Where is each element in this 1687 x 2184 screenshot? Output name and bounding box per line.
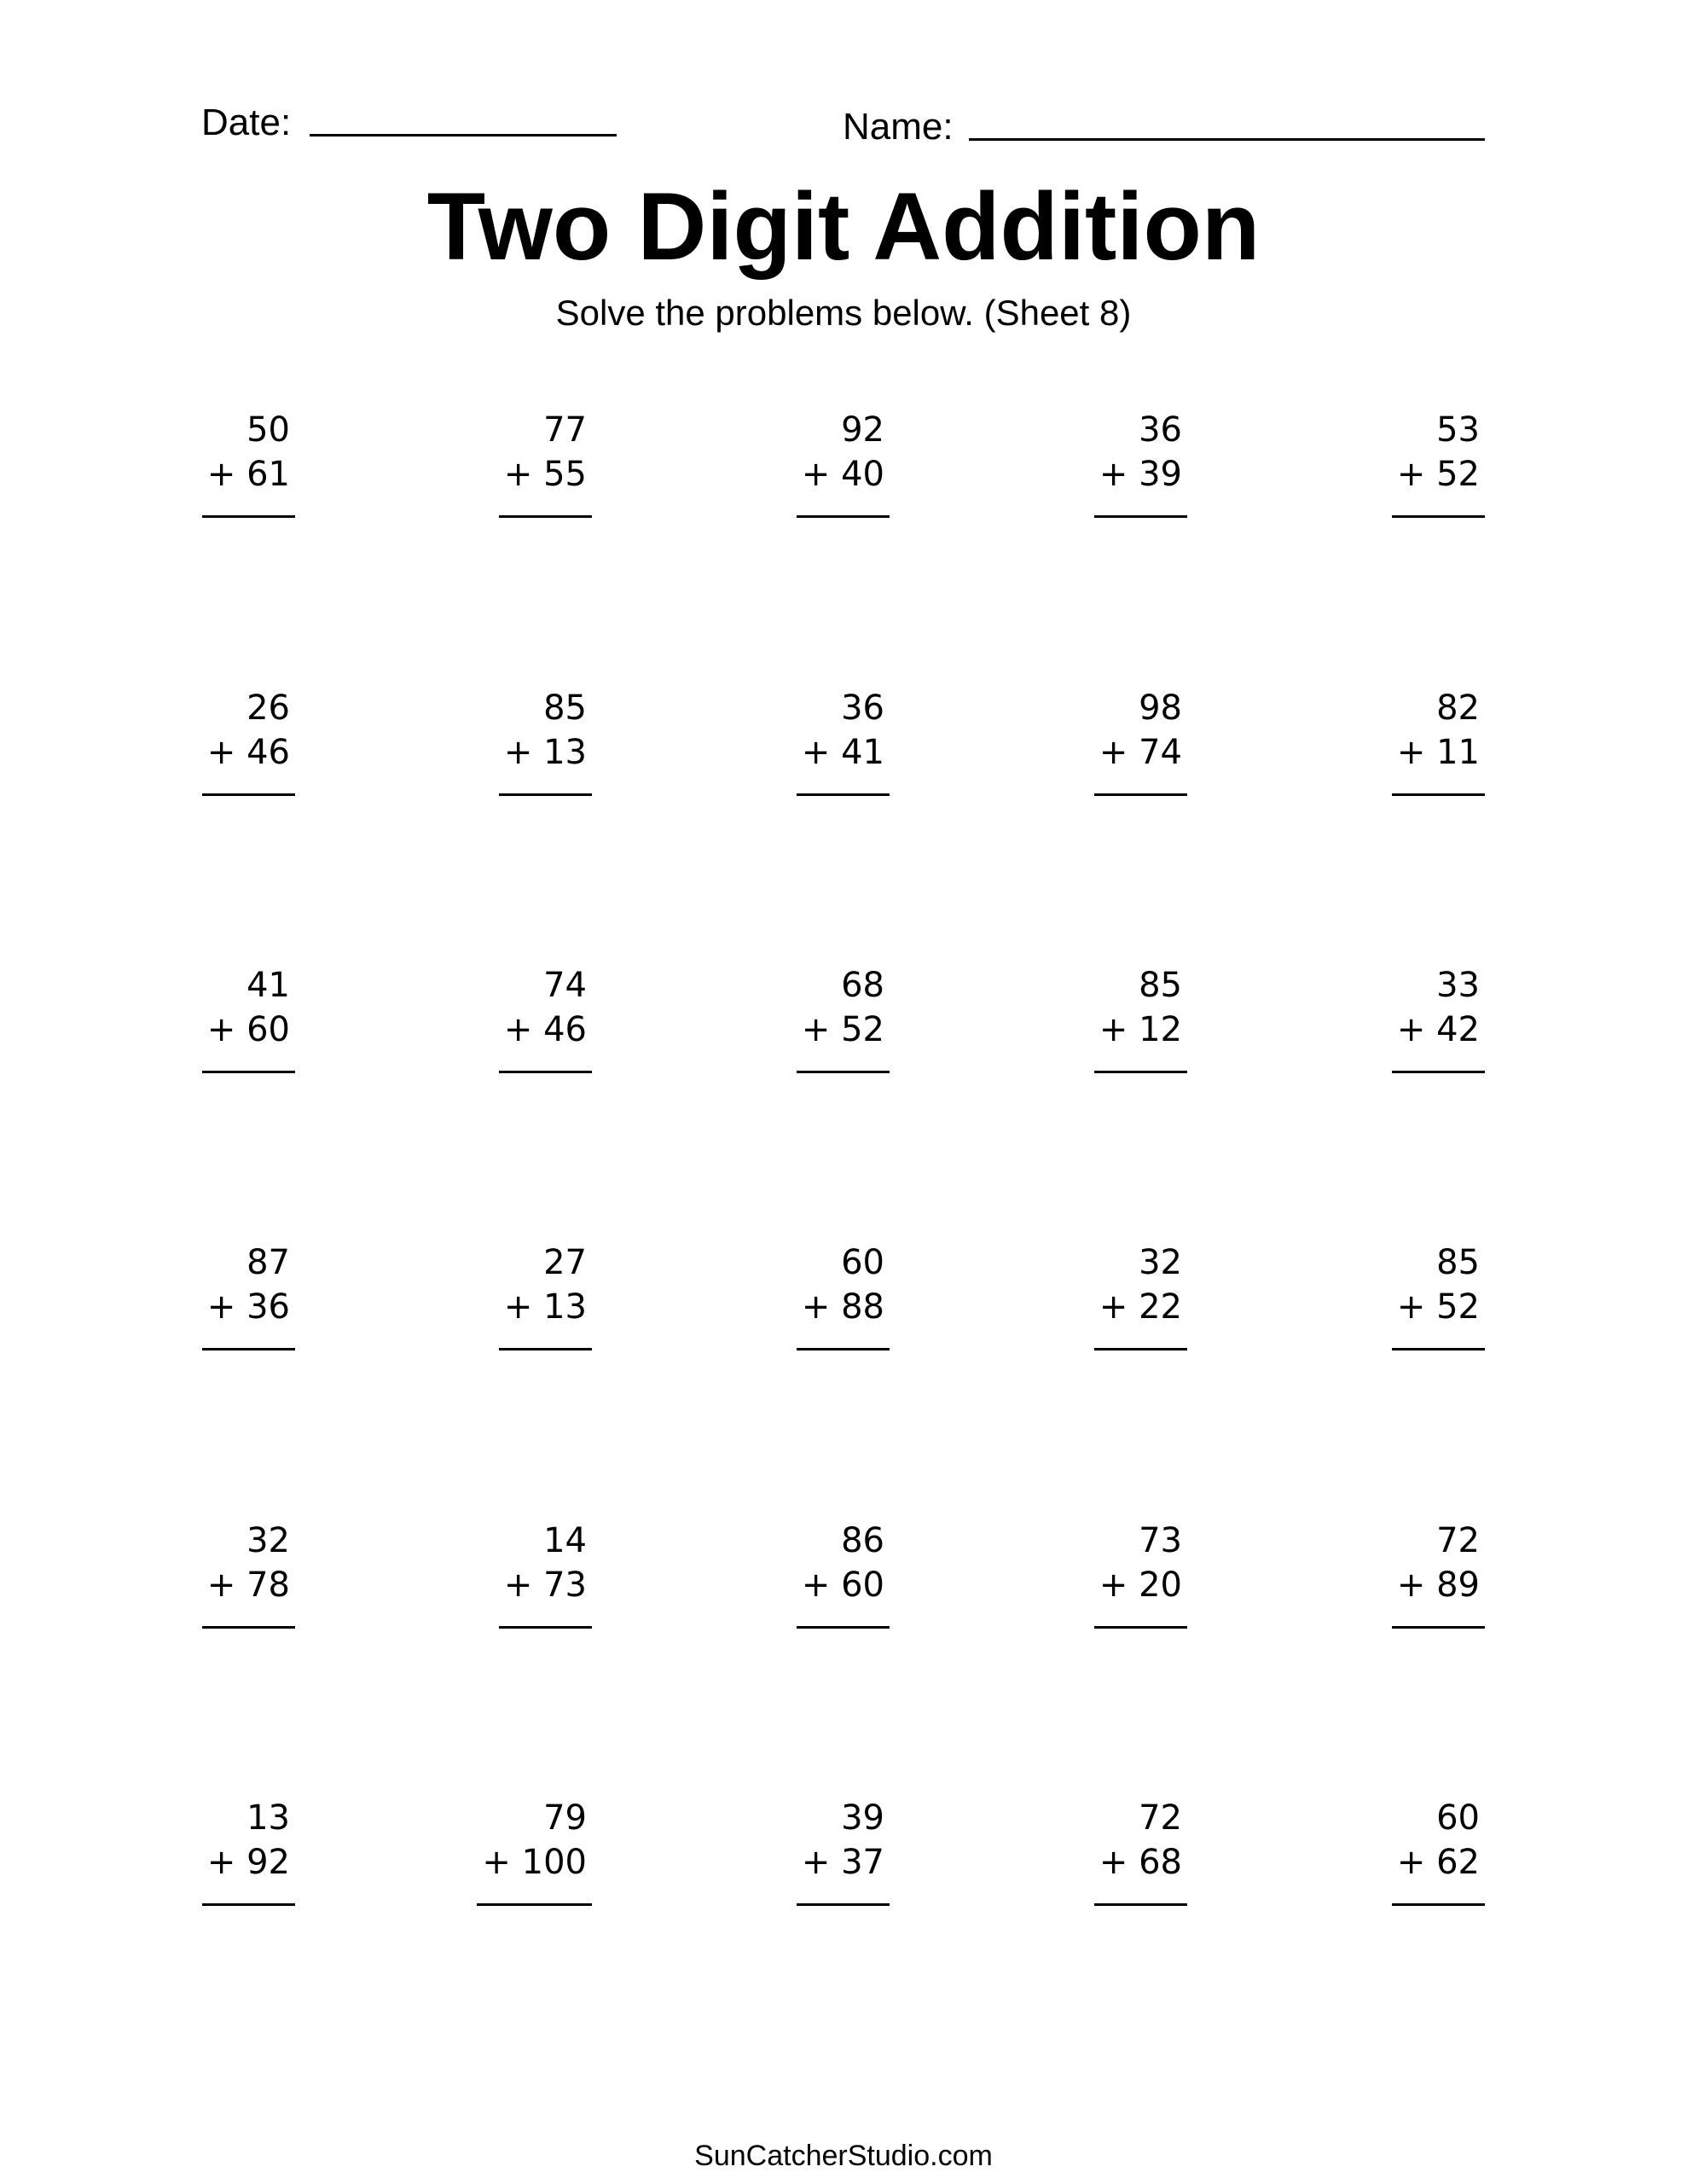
addend-bottom: + 13 [503,733,587,772]
addend-top: 14 [543,1521,587,1560]
addend-top: 13 [246,1798,290,1838]
answer-line[interactable] [797,1348,890,1350]
problem [504,686,587,796]
addend-bottom: + 55 [503,455,587,494]
addend-bottom: + 37 [801,1843,884,1882]
addend-top: 32 [1139,1243,1182,1282]
addend-bottom: + 46 [503,1010,587,1049]
addend-top: 85 [543,688,587,728]
problem [504,963,587,1073]
addend-bottom: + 89 [1396,1565,1480,1605]
answer-line[interactable] [1094,1626,1187,1629]
answer-line[interactable] [1094,793,1187,796]
problem [1397,1240,1480,1350]
addend-bottom: + 11 [1396,733,1480,772]
addend-bottom: + 60 [206,1010,290,1049]
problem [1397,1519,1480,1629]
answer-line[interactable] [499,1626,592,1629]
addend-top: 72 [1139,1798,1182,1838]
problem [504,1519,587,1629]
problem [207,1796,290,1906]
addend-top: 82 [1436,688,1480,728]
answer-line[interactable] [797,515,890,518]
answer-line[interactable] [499,793,592,796]
answer-line[interactable] [1094,515,1187,518]
addend-bottom: + 78 [206,1565,290,1605]
addend-bottom: + 13 [503,1287,587,1327]
problem [1397,408,1480,518]
answer-line[interactable] [202,1626,295,1629]
problem [207,1240,290,1350]
addend-top: 27 [543,1243,587,1282]
answer-line[interactable] [1392,1348,1485,1350]
answer-line[interactable] [202,1903,295,1906]
answer-line[interactable] [202,1348,295,1350]
problem [802,408,884,518]
answer-line[interactable] [1392,793,1485,796]
addend-bottom: + 52 [1396,455,1480,494]
page-title: Two Digit Addition [426,173,1261,280]
addend-bottom: + 73 [503,1565,587,1605]
problem [1397,686,1480,796]
problem [1099,408,1182,518]
addend-top: 72 [1436,1521,1480,1560]
addend-bottom: + 60 [801,1565,884,1605]
problem [504,1240,587,1350]
problem [802,1796,884,1906]
instructions: Solve the problems below. (Sheet 8) [555,293,1132,333]
addend-bottom: + 20 [1099,1565,1182,1605]
answer-line[interactable] [499,1348,592,1350]
footer-site: SunCatcherStudio.com [694,2140,993,2172]
problem [1099,963,1182,1073]
addend-top: 87 [246,1243,290,1282]
addend-bottom: + 52 [1396,1287,1480,1327]
addend-top: 74 [543,966,587,1005]
problem [1099,1796,1182,1906]
addend-top: 36 [841,688,884,728]
answer-line[interactable] [797,1626,890,1629]
problem [482,1796,587,1906]
answer-line[interactable] [1392,1626,1485,1629]
answer-line[interactable] [1392,515,1485,518]
problem [802,1240,884,1350]
problem [1099,1519,1182,1629]
addend-top: 98 [1139,688,1182,728]
addend-top: 36 [1139,410,1182,450]
addend-top: 60 [1436,1798,1480,1838]
answer-line[interactable] [797,1071,890,1073]
addend-bottom: + 100 [482,1843,587,1882]
addend-top: 73 [1139,1521,1182,1560]
date-field[interactable] [310,134,617,136]
addend-top: 79 [543,1798,587,1838]
problem [207,408,290,518]
addend-bottom: + 74 [1099,733,1182,772]
addend-top: 39 [841,1798,884,1838]
addend-bottom: + 12 [1099,1010,1182,1049]
answer-line[interactable] [1094,1348,1187,1350]
answer-line[interactable] [477,1903,592,1906]
addend-top: 92 [841,410,884,450]
addend-top: 32 [246,1521,290,1560]
problem [1099,1240,1182,1350]
answer-line[interactable] [202,515,295,518]
addend-top: 53 [1436,410,1480,450]
problem [802,686,884,796]
problem [1397,1796,1480,1906]
addend-top: 85 [1436,1243,1480,1282]
answer-line[interactable] [499,1071,592,1073]
addend-top: 86 [841,1521,884,1560]
addend-bottom: + 62 [1396,1843,1480,1882]
answer-line[interactable] [1392,1903,1485,1906]
problem [207,686,290,796]
answer-line[interactable] [499,515,592,518]
answer-line[interactable] [1392,1071,1485,1073]
answer-line[interactable] [202,1071,295,1073]
addend-top: 33 [1436,966,1480,1005]
date-label: Date: [201,102,292,143]
addend-top: 60 [841,1243,884,1282]
problem [1099,686,1182,796]
addend-bottom: + 61 [206,455,290,494]
addend-bottom: + 41 [801,733,884,772]
addend-top: 85 [1139,966,1182,1005]
addend-bottom: + 68 [1099,1843,1182,1882]
problem [207,1519,290,1629]
answer-line[interactable] [797,1903,890,1906]
answer-line[interactable] [1094,1903,1187,1906]
addend-bottom: + 92 [206,1843,290,1882]
addend-bottom: + 22 [1099,1287,1182,1327]
addend-bottom: + 46 [206,733,290,772]
addend-bottom: + 42 [1396,1010,1480,1049]
addend-top: 77 [543,410,587,450]
name-label: Name: [843,106,954,148]
problem [1397,963,1480,1073]
addend-bottom: + 39 [1099,455,1182,494]
addend-bottom: + 40 [801,455,884,494]
name-field[interactable] [969,138,1485,141]
addend-top: 68 [841,966,884,1005]
addend-bottom: + 52 [801,1010,884,1049]
answer-line[interactable] [202,793,295,796]
answer-line[interactable] [1094,1071,1187,1073]
addend-bottom: + 88 [801,1287,884,1327]
problem [802,1519,884,1629]
addend-top: 50 [246,410,290,450]
problem [504,408,587,518]
addend-top: 26 [246,688,290,728]
answer-line[interactable] [797,793,890,796]
problem [207,963,290,1073]
addend-top: 41 [246,966,290,1005]
addend-bottom: + 36 [206,1287,290,1327]
problem [802,963,884,1073]
